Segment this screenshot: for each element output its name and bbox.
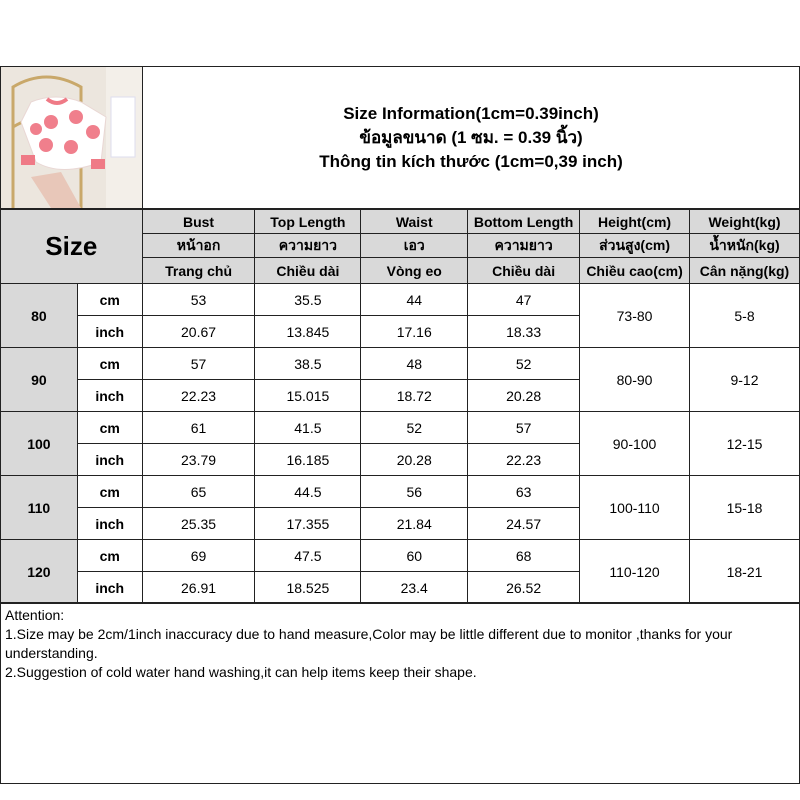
col-bust-th: หน้าอก bbox=[142, 234, 255, 258]
pajama-photo-image bbox=[1, 67, 142, 208]
cell-bottom-length-cm: 57 bbox=[468, 412, 580, 444]
size-label: 110 bbox=[1, 476, 78, 540]
cell-top-length-cm: 41.5 bbox=[255, 412, 361, 444]
cell-waist-inch: 17.16 bbox=[361, 316, 468, 348]
cell-bottom-length-cm: 52 bbox=[468, 348, 580, 380]
unit-label-inch: inch bbox=[77, 508, 142, 540]
cell-bust-inch: 23.79 bbox=[142, 444, 255, 476]
col-weight-th: น้ำหนัก(kg) bbox=[690, 234, 800, 258]
cell-waist-cm: 48 bbox=[361, 348, 468, 380]
attention-title: Attention: bbox=[5, 607, 65, 623]
cell-height: 73-80 bbox=[580, 284, 690, 348]
cell-weight: 9-12 bbox=[690, 348, 800, 412]
cell-bust-inch: 25.35 bbox=[142, 508, 255, 540]
cell-waist-cm: 60 bbox=[361, 540, 468, 572]
cell-bust-cm: 57 bbox=[142, 348, 255, 380]
cell-height: 100-110 bbox=[580, 476, 690, 540]
product-photo bbox=[0, 66, 143, 209]
col-top-length-en: Top Length bbox=[255, 210, 361, 234]
measurement-table bbox=[0, 209, 800, 604]
col-waist-th: เอว bbox=[361, 234, 468, 258]
col-waist-vi: Vòng eo bbox=[361, 258, 468, 284]
cell-top-length-cm: 47.5 bbox=[255, 540, 361, 572]
unit-label-cm: cm bbox=[77, 348, 142, 380]
col-height-th: ส่วนสูง(cm) bbox=[580, 234, 690, 258]
table-row bbox=[1, 348, 800, 380]
col-bust-en: Bust bbox=[142, 210, 255, 234]
cell-bust-inch: 22.23 bbox=[142, 380, 255, 412]
cell-bust-inch: 26.91 bbox=[142, 572, 255, 604]
cell-bust-inch: 20.67 bbox=[142, 316, 255, 348]
cell-waist-inch: 20.28 bbox=[361, 444, 468, 476]
cell-waist-inch: 21.84 bbox=[361, 508, 468, 540]
unit-label-inch: inch bbox=[77, 444, 142, 476]
info-title-thai: ข้อมูลขนาด (1 ซม. = 0.39 นิ้ว) bbox=[359, 127, 583, 147]
cell-bust-cm: 65 bbox=[142, 476, 255, 508]
size-label: 90 bbox=[1, 348, 78, 412]
cell-top-length-inch: 15.015 bbox=[255, 380, 361, 412]
cell-top-length-cm: 44.5 bbox=[255, 476, 361, 508]
attention-line-1: 1.Size may be 2cm/1inch inaccuracy due to hand measure,Color may be little different due to monitor ,thanks for your understanding. bbox=[5, 626, 733, 661]
col-top-length-vi: Chiều dài bbox=[255, 258, 361, 284]
col-bottom-length-th: ความยาว bbox=[468, 234, 580, 258]
cell-bottom-length-inch: 22.23 bbox=[468, 444, 580, 476]
size-label: 120 bbox=[1, 540, 78, 604]
cell-height: 90-100 bbox=[580, 412, 690, 476]
col-bottom-length-vi: Chiều dài bbox=[468, 258, 580, 284]
unit-label-inch: inch bbox=[77, 380, 142, 412]
cell-weight: 15-18 bbox=[690, 476, 800, 540]
cell-bust-cm: 53 bbox=[142, 284, 255, 316]
cell-weight: 5-8 bbox=[690, 284, 800, 348]
table-row bbox=[1, 412, 800, 444]
cell-waist-cm: 56 bbox=[361, 476, 468, 508]
table-row bbox=[1, 476, 800, 508]
cell-bottom-length-inch: 18.33 bbox=[468, 316, 580, 348]
table-row bbox=[1, 540, 800, 572]
col-waist-en: Waist bbox=[361, 210, 468, 234]
info-title-vietnamese: Thông tin kích thước (1cm=0,39 inch) bbox=[319, 151, 623, 171]
cell-bottom-length-inch: 20.28 bbox=[468, 380, 580, 412]
unit-label-cm: cm bbox=[77, 284, 142, 316]
cell-bottom-length-inch: 26.52 bbox=[468, 572, 580, 604]
cell-bust-cm: 69 bbox=[142, 540, 255, 572]
info-title-english: Size Information(1cm=0.39inch) bbox=[343, 103, 599, 123]
col-weight-vi: Cân nặng(kg) bbox=[690, 258, 800, 284]
col-weight-en: Weight(kg) bbox=[690, 210, 800, 234]
cell-bottom-length-cm: 47 bbox=[468, 284, 580, 316]
size-label: 80 bbox=[1, 284, 78, 348]
cell-weight: 18-21 bbox=[690, 540, 800, 604]
unit-label-inch: inch bbox=[77, 572, 142, 604]
size-label: 100 bbox=[1, 412, 78, 476]
unit-label-cm: cm bbox=[77, 540, 142, 572]
cell-top-length-inch: 16.185 bbox=[255, 444, 361, 476]
cell-waist-inch: 18.72 bbox=[361, 380, 468, 412]
cell-bottom-length-cm: 63 bbox=[468, 476, 580, 508]
cell-waist-inch: 23.4 bbox=[361, 572, 468, 604]
col-height-vi: Chiều cao(cm) bbox=[580, 258, 690, 284]
cell-top-length-inch: 18.525 bbox=[255, 572, 361, 604]
col-height-en: Height(cm) bbox=[580, 210, 690, 234]
unit-label-inch: inch bbox=[77, 316, 142, 348]
cell-height: 80-90 bbox=[580, 348, 690, 412]
col-bottom-length-en: Bottom Length bbox=[468, 210, 580, 234]
col-top-length-th: ความยาว bbox=[255, 234, 361, 258]
col-bust-vi: Trang chủ bbox=[142, 258, 255, 284]
cell-top-length-cm: 35.5 bbox=[255, 284, 361, 316]
cell-bottom-length-inch: 24.57 bbox=[468, 508, 580, 540]
table-row bbox=[1, 284, 800, 316]
size-header: Size bbox=[1, 210, 143, 284]
size-chart bbox=[0, 66, 800, 784]
attention-notes bbox=[0, 602, 800, 784]
cell-bottom-length-cm: 68 bbox=[468, 540, 580, 572]
cell-height: 110-120 bbox=[580, 540, 690, 604]
attention-line-2: 2.Suggestion of cold water hand washing,it can help items keep their shape. bbox=[5, 664, 477, 680]
unit-label-cm: cm bbox=[77, 476, 142, 508]
size-information-banner bbox=[143, 66, 800, 209]
cell-bust-cm: 61 bbox=[142, 412, 255, 444]
cell-top-length-inch: 13.845 bbox=[255, 316, 361, 348]
cell-waist-cm: 52 bbox=[361, 412, 468, 444]
cell-top-length-inch: 17.355 bbox=[255, 508, 361, 540]
cell-waist-cm: 44 bbox=[361, 284, 468, 316]
cell-weight: 12-15 bbox=[690, 412, 800, 476]
unit-label-cm: cm bbox=[77, 412, 142, 444]
cell-top-length-cm: 38.5 bbox=[255, 348, 361, 380]
